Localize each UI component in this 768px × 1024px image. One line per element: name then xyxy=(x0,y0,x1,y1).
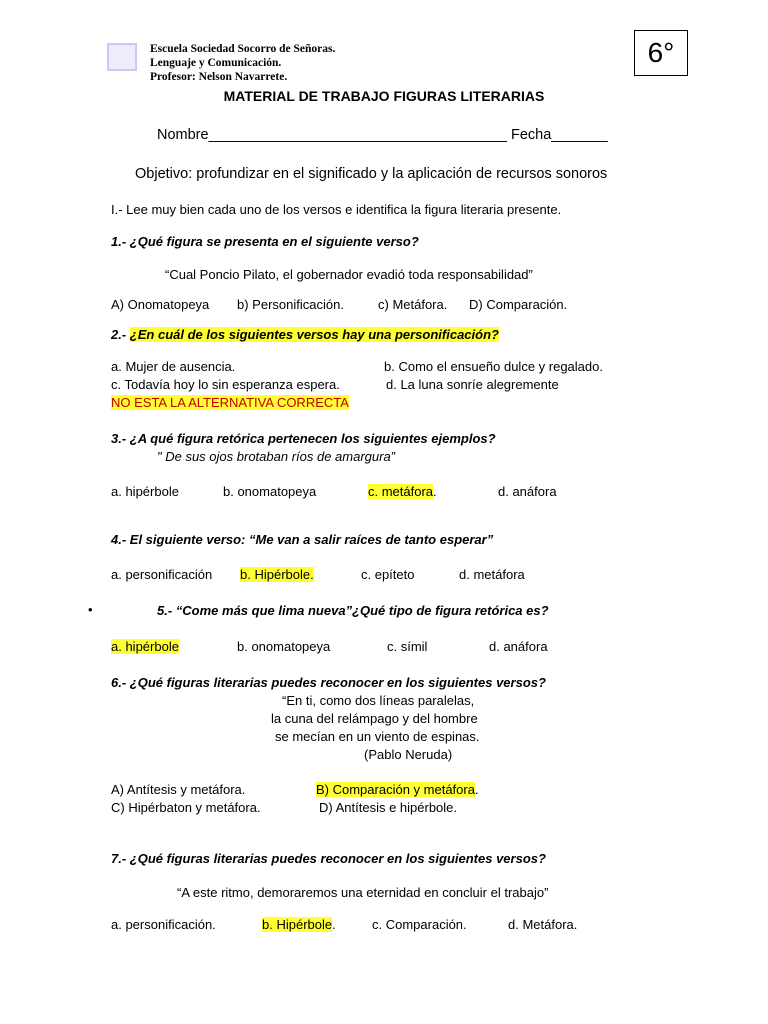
question-3-example: " De sus ojos brotaban ríos de amargura” xyxy=(157,449,396,464)
q2-note: NO ESTA LA ALTERNATIVA CORRECTA xyxy=(111,395,349,410)
q7-option-b-wrap xyxy=(262,917,336,932)
q4-option-a: a. personificación xyxy=(111,567,213,582)
q7-option-c: c. Comparación. xyxy=(372,917,467,932)
objective: Objetivo: profundizar en el significado y la aplicación de recursos sonoros xyxy=(135,166,608,182)
q7-option-b: b. Hipérbole xyxy=(262,917,333,932)
q6-option-d: D) Antítesis e hipérbole. xyxy=(319,800,458,815)
school-info xyxy=(150,42,335,84)
q6-option-b-wrap xyxy=(316,782,479,797)
q5-option-a-wrap xyxy=(111,639,179,654)
q4-option-b-wrap xyxy=(240,567,314,582)
q3-option-a: a. hipérbole xyxy=(111,484,179,499)
q6-option-a: A) Antítesis y metáfora. xyxy=(111,782,246,797)
instruction: I.- Lee muy bien cada uno de los versos e identifica la figura literaria presente. xyxy=(111,202,562,217)
q3-option-d: d. anáfora xyxy=(498,484,557,499)
question-2-text: ¿En cuál de los siguientes versos hay una personificación? xyxy=(129,327,499,342)
q5-option-d: d. anáfora xyxy=(489,639,548,654)
q2-option-b: b. Como el ensueño dulce y regalado. xyxy=(384,359,603,374)
q4-option-b: b. Hipérbole. xyxy=(240,567,314,582)
question-4: 4.- El siguiente verso: “Me van a salir raíces de tanto esperar” xyxy=(111,532,494,547)
grade-box: 6° xyxy=(634,30,688,76)
name-date-line: Nombre_____________________________________ Fecha_______ xyxy=(157,127,608,143)
question-3: 3.- ¿A qué figura retórica pertenecen los siguientes ejemplos? xyxy=(111,431,496,446)
teacher-name: Profesor: Nelson Navarrete. xyxy=(150,71,288,83)
question-5: 5.- “Come más que lima nueva”¿Qué tipo de figura retórica es? xyxy=(157,603,549,618)
q4-option-d: d. metáfora xyxy=(459,567,525,582)
q3-option-c-wrap xyxy=(368,484,437,499)
q7-option-b-period: . xyxy=(332,917,336,932)
q5-option-b: b. onomatopeya xyxy=(237,639,331,654)
q6-verse-line-3: se mecían en un viento de espinas. xyxy=(275,729,480,744)
question-2 xyxy=(111,327,499,342)
q3-option-c: c. metáfora xyxy=(368,484,434,499)
q5-option-c: c. símil xyxy=(387,639,428,654)
q6-verse-author: (Pablo Neruda) xyxy=(364,747,453,762)
question-1: 1.- ¿Qué figura se presenta en el siguiente verso? xyxy=(111,234,419,249)
page-title: MATERIAL DE TRABAJO FIGURAS LITERARIAS xyxy=(223,88,545,104)
q6-option-b: B) Comparación y metáfora xyxy=(316,782,475,797)
question-1-verse: “Cual Poncio Pilato, el gobernador evadió toda responsabilidad” xyxy=(165,267,533,282)
q3-option-b: b. onomatopeya xyxy=(223,484,317,499)
school-name: Escuela Sociedad Socorro de Señoras. xyxy=(150,43,336,55)
q6-option-c: C) Hipérbaton y metáfora. xyxy=(111,800,261,815)
q7-option-a: a. personificación. xyxy=(111,917,216,932)
q3-option-c-period: . xyxy=(433,484,437,499)
q2-option-c: c. Todavía hoy lo sin esperanza espera. xyxy=(111,377,340,392)
q2-note-wrap xyxy=(111,395,349,410)
q1-option-a: A) Onomatopeya xyxy=(111,297,210,312)
q6-verse-line-1: “En ti, como dos líneas paralelas, xyxy=(282,693,475,708)
question-7-verse: “A este ritmo, demoraremos una eternidad en concluir el trabajo” xyxy=(177,885,549,900)
subject-name: Lenguaje y Comunicación. xyxy=(150,57,282,69)
q6-verse-line-2: la cuna del relámpago y del hombre xyxy=(271,711,478,726)
q1-option-d: D) Comparación. xyxy=(469,297,568,312)
q7-option-d: d. Metáfora. xyxy=(508,917,578,932)
q4-option-c: c. epíteto xyxy=(361,567,415,582)
q1-option-c: c) Metáfora. xyxy=(378,297,448,312)
school-logo xyxy=(107,43,137,71)
q1-option-b: b) Personificación. xyxy=(237,297,344,312)
q2-option-d: d. La luna sonríe alegremente xyxy=(386,377,559,392)
question-6: 6.- ¿Qué figuras literarias puedes reconocer en los siguientes versos? xyxy=(111,675,546,690)
question-2-number: 2.- xyxy=(111,327,130,342)
q2-option-a: a. Mujer de ausencia. xyxy=(111,359,236,374)
q5-option-a: a. hipérbole xyxy=(111,639,179,654)
q6-option-b-period: . xyxy=(474,782,479,797)
question-7: 7.- ¿Qué figuras literarias puedes reconocer en los siguientes versos? xyxy=(111,851,546,866)
bullet: • xyxy=(88,602,93,617)
